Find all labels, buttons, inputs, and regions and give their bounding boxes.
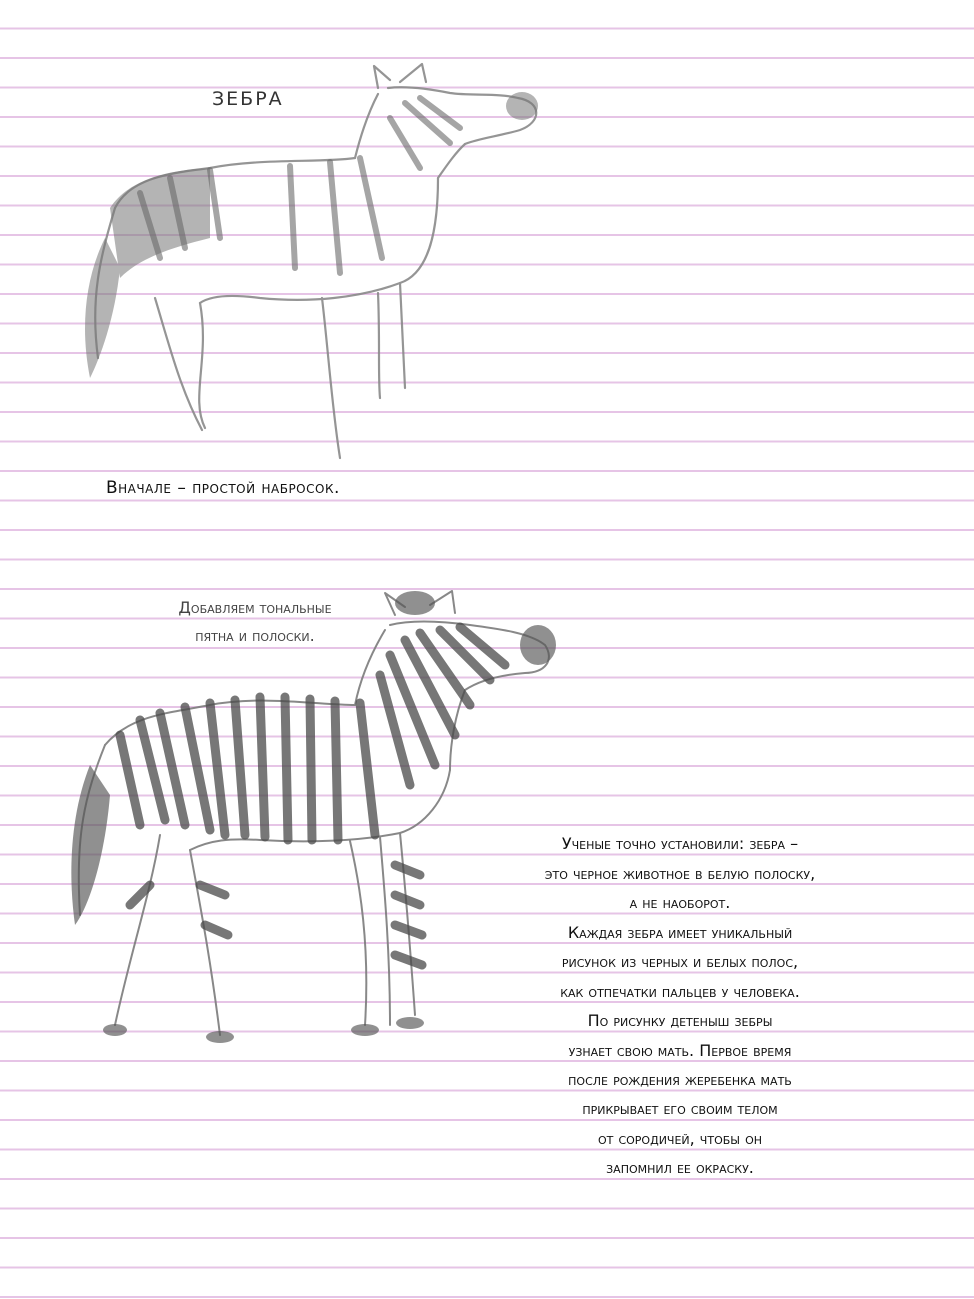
fact-line: от сородичей, чтобы он xyxy=(598,1129,762,1148)
fact-line: рисунок из черных и белых полос, xyxy=(561,952,799,971)
page-title: ЗЕБРА xyxy=(212,88,284,110)
fact-line: а не наоборот. xyxy=(629,893,731,912)
step1-caption: Вначале – простой набросок. xyxy=(106,478,340,498)
zebra-sketch-illustration xyxy=(60,58,550,473)
fact-line: как отпечатки пальцев у человека. xyxy=(560,982,800,1001)
fact-line: прикрывает его своим телом xyxy=(582,1099,778,1118)
step2-caption-line: пятна и полоски. xyxy=(195,626,315,645)
fact-line: запомнил ее окраску. xyxy=(606,1158,754,1177)
fact-line: По рисунку детеныш зебры xyxy=(587,1011,773,1030)
fact-line: после рождения жеребенка мать xyxy=(568,1070,792,1089)
step2-caption-line: Добавляем тональные xyxy=(178,598,332,617)
fact-line: Ученые точно установили: зебра – xyxy=(561,834,799,853)
fact-line: Каждая зебра имеет уникальный xyxy=(567,923,793,942)
fact-line: это черное животное в белую полоску, xyxy=(544,864,816,883)
fact-line: узнает свою мать. Первое время xyxy=(568,1041,792,1060)
